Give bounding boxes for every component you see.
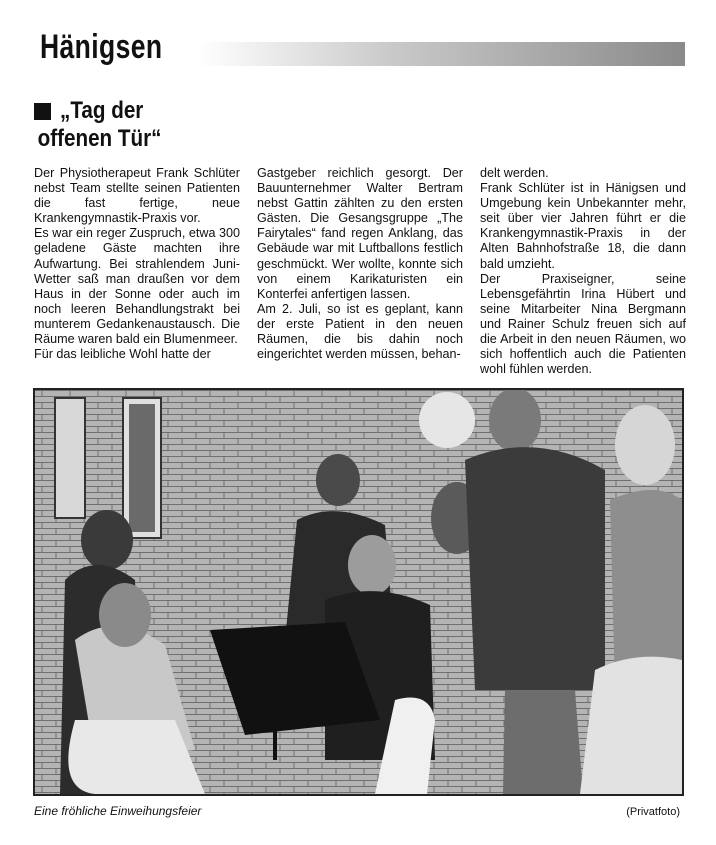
paragraph: Der Praxiseigner, seine Lebensgefährtin Irina Hübert und seine Mitarbeiter Nina Bergmann und Rainer Schulz freuen sich auf die Arbeit in den neuen Räumen, wo sich hoffentlich auch die Patienten wohl fühlen werden. xyxy=(480,271,686,377)
photo-credit: (Privatfoto) xyxy=(626,806,680,818)
person-head xyxy=(99,583,151,647)
article-column-3 xyxy=(480,166,686,377)
paragraph: Für das leibliche Wohl hatte der xyxy=(34,347,211,362)
event-photo xyxy=(33,388,684,796)
person-head xyxy=(316,454,360,506)
masthead xyxy=(40,28,685,72)
article-column-2 xyxy=(257,166,463,362)
headline-text xyxy=(37,97,266,153)
window-pane xyxy=(129,404,155,532)
window-left xyxy=(55,398,85,518)
paragraph: delt werden. xyxy=(480,166,549,180)
person-head xyxy=(81,510,133,570)
headline-square-icon xyxy=(34,103,51,120)
photo-caption: Eine fröhliche Einweihungsfeier xyxy=(34,804,202,818)
balloon xyxy=(419,392,475,448)
headline-line-1: „Tag der xyxy=(60,97,144,124)
paragraph: Der Physiotherapeut Frank Schlüter nebst Team stellte seinen Patienten die fast fertige, neue Krankengymnastik-Praxis vor. xyxy=(34,166,240,226)
easel-leg xyxy=(273,650,277,760)
man-trousers xyxy=(503,690,583,794)
person-foreground xyxy=(580,657,682,794)
paragraph: Es war ein reger Zuspruch, etwa 300 geladene Gäste machten ihre Aufwartung. Bei strahlendem Juni-Wetter saß man draußen vor dem Haus in der Sonne oder auch im noch leeren Behandlungstrakt bei munterem Gedankenaustausch. Die Räume waren bald ein Blumenmeer. xyxy=(34,226,240,347)
headline-line-2: offenen Tür“ xyxy=(37,125,162,152)
masthead-gradient-bar xyxy=(198,42,685,66)
photo-illustration xyxy=(35,390,682,794)
paragraph: Am 2. Juli, so ist es geplant, kann der erste Patient in den neuen Räumen, die bis dahin noch eingerichtet werden müssen, behan- xyxy=(257,301,463,362)
article-column-1 xyxy=(34,166,240,362)
man-jacket xyxy=(465,447,605,690)
paragraph: Frank Schlüter ist in Hänigsen und Umgebung kein Unbekannter mehr, seit über vier Jahren führt er die Krankengymnastik-Praxis in der Alten Bahnhofstraße 18, die dann bald umzieht. xyxy=(480,181,686,271)
man-head xyxy=(489,390,541,452)
woman-hair xyxy=(615,405,675,485)
paragraph: Gastgeber reichlich gesorgt. Der Bauunternehmer Walter Bertram nebst Gattin zählten zu den ersten Gästen. Die Gesangsgruppe „The Fairytales“ fand regen Anklang, das Gebäude war mit Luftballons festlich geschmückt. Wer wollte, konnte sich von einem Karikaturisten ein Konterfei anfertigen lassen. xyxy=(257,166,463,301)
section-title: Hänigsen xyxy=(40,28,163,66)
artist-head xyxy=(348,535,396,595)
